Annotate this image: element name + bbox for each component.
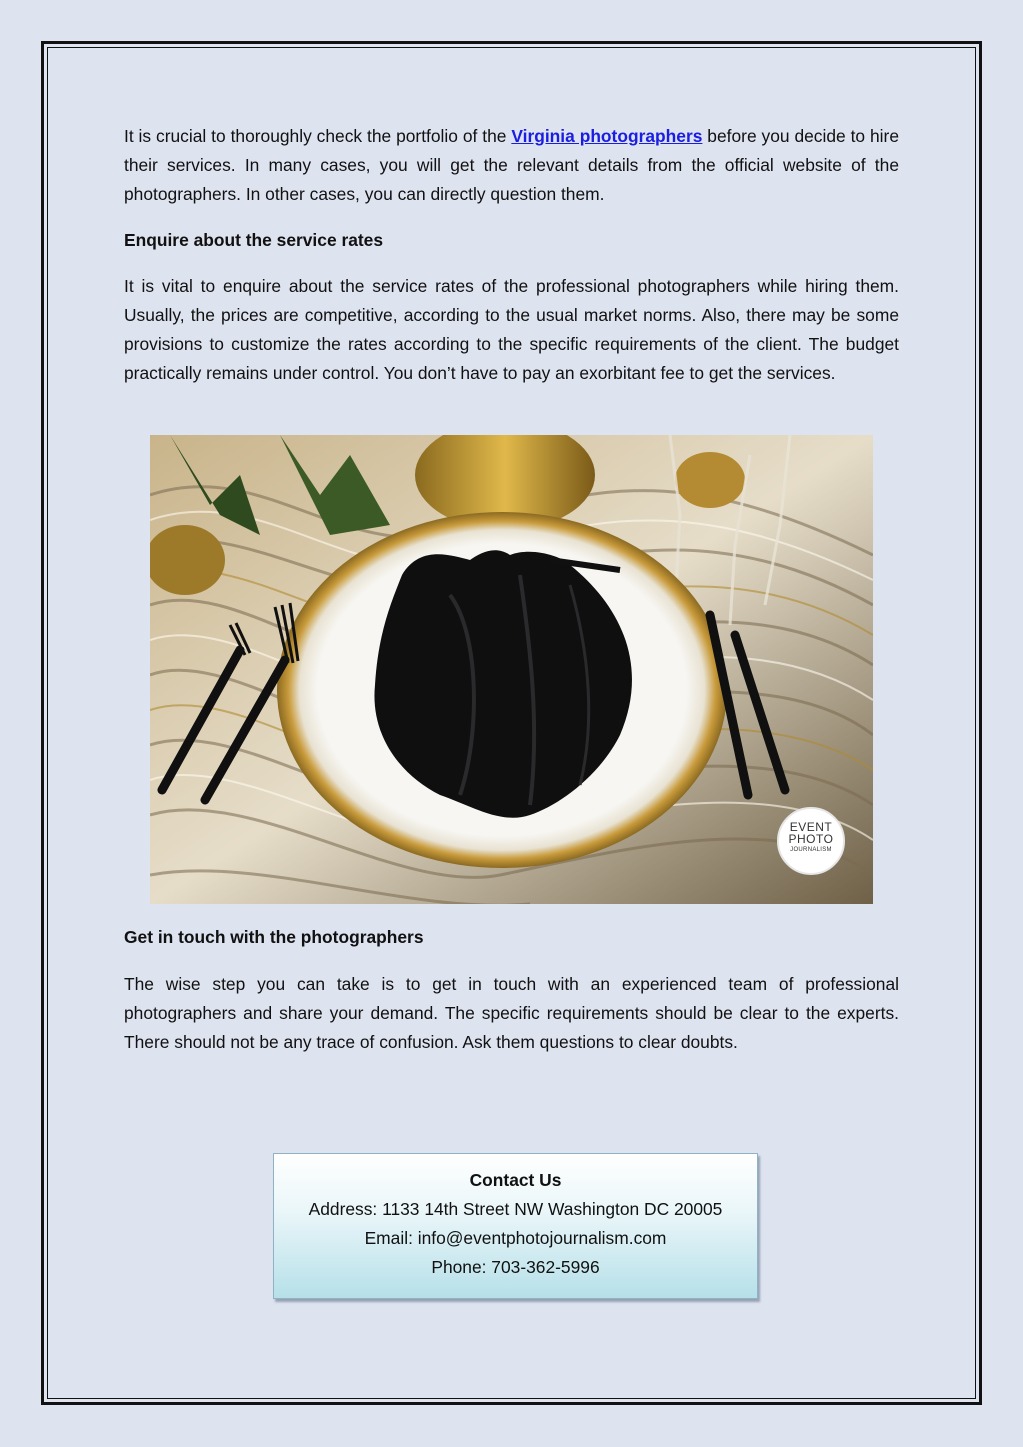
contact-phone: Phone: 703-362-5996: [431, 1257, 600, 1277]
intro-paragraph: [124, 122, 899, 209]
contact-email: Email: info@eventphotojournalism.com: [364, 1228, 667, 1248]
contact-section-paragraph: The wise step you can take is to get in touch with an experienced team of professional photographers and share your demand. The specific requirements should be clear to the experts. There should not be any trace of confusion. Ask them questions to clear doubts.: [124, 974, 899, 1052]
contact-address: Address: 1133 14th Street NW Washington DC 20005: [308, 1199, 723, 1219]
intro-text-end: before you decide to hire their services. In many cases, you will get the relevant details from the official website of the photographers. In other cases, you can directly question them.: [124, 126, 899, 204]
contact-title: Contact Us: [469, 1170, 562, 1190]
intro-text-start: It is crucial to thoroughly check the portfolio of the: [124, 126, 512, 146]
virginia-photographers-link[interactable]: Virginia photographers: [511, 126, 703, 146]
event-photo-journalism-logo: EVENT PHOTO JOURNALISM: [777, 807, 845, 875]
rates-paragraph: It is vital to enquire about the service rates of the professional photographers while hiring them. Usually, the prices are competitive, according to the usual market norms. Also, there may be some provisions to customize the rates according to the specific requirements of the client. The budget practically remains under control. You don’t have to pay an exorbitant fee to get the services.: [124, 276, 899, 383]
table-setting-photo: [150, 435, 873, 904]
contact-section-heading: Get in touch with the photographers: [124, 927, 424, 947]
contact-box: [273, 1153, 758, 1299]
rates-heading: Enquire about the service rates: [124, 230, 384, 250]
